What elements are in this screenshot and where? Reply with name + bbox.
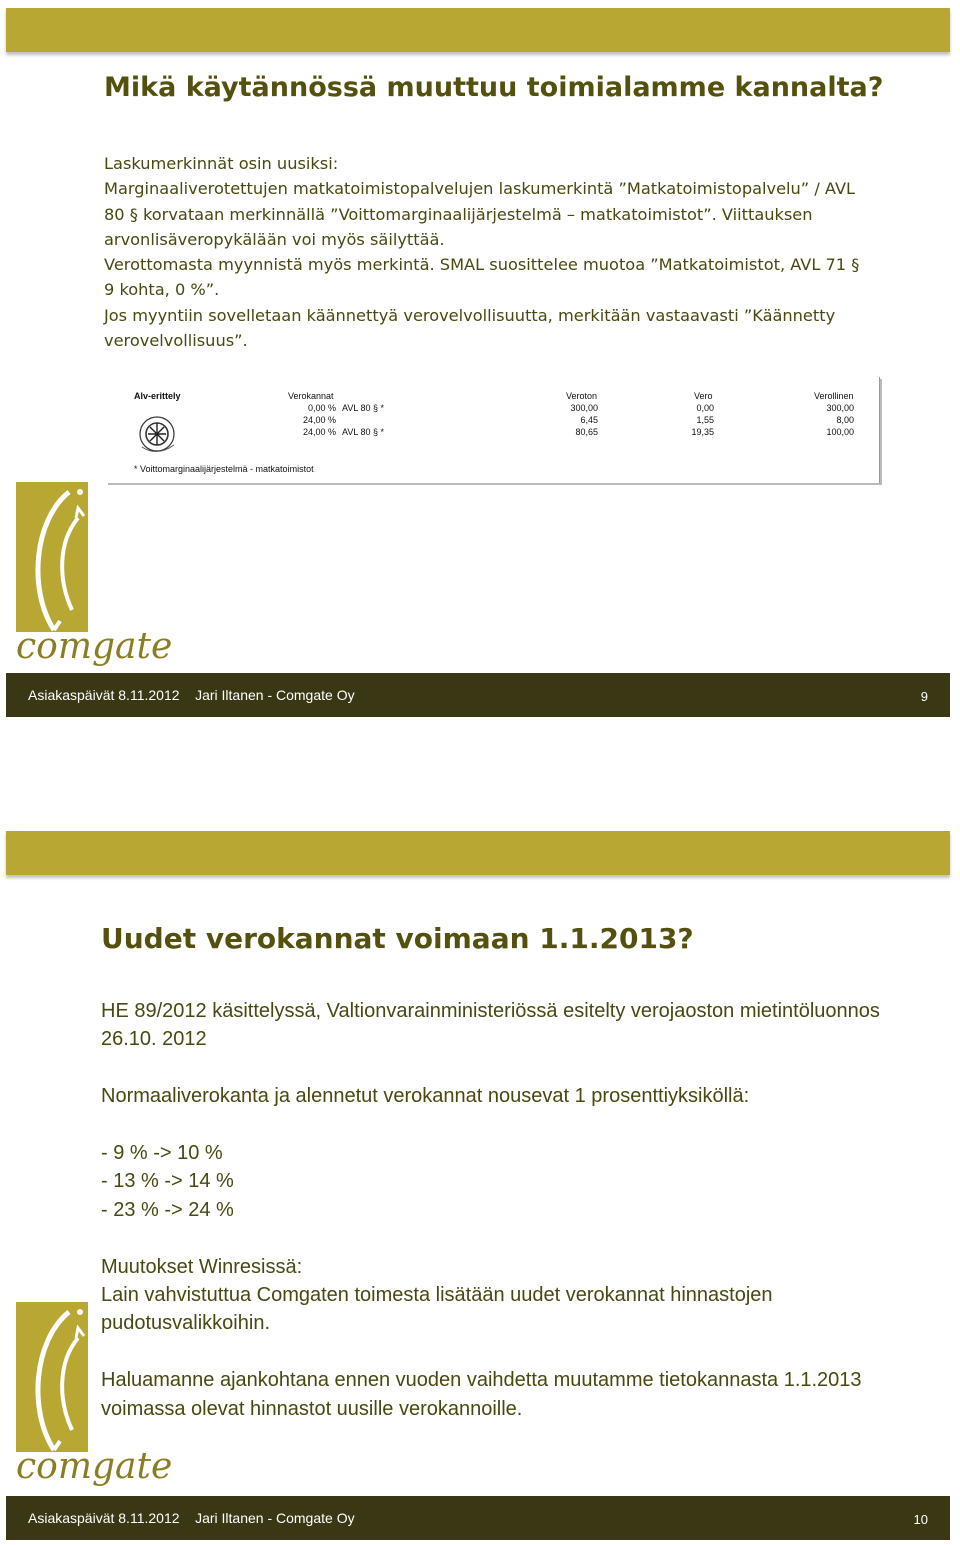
list-item: - 23 % -> 24 %: [101, 1198, 234, 1221]
paragraph: Haluamanne ajankohtana ennen vuoden vaihdetta muutamme tietokannasta 1.1.2013 voimassa olevat hinnastot uusille verokannoille.: [101, 1369, 862, 1420]
footer-bar: [6, 1496, 950, 1540]
vat-gross: 100,00: [826, 427, 854, 437]
paragraph: Verottomasta myynnistä myös merkintä. SMAL suosittelee muotoa ”Matkatoimistot, AVL 71 § 9 kohta, 0 %”.: [104, 255, 860, 300]
vat-code: AVL 80 § *: [342, 403, 385, 413]
vat-header-tax: Vero: [694, 391, 713, 401]
vat-tax: 1,55: [696, 415, 714, 425]
paragraph: Laskumerkinnät osin uusiksi:: [104, 154, 339, 173]
vat-header-net: Veroton: [566, 391, 598, 401]
comgate-logo-icon: [14, 480, 173, 667]
vat-tax: 19,35: [691, 427, 714, 437]
logo-text: comgate: [16, 1446, 173, 1487]
vat-tax: 0,00: [696, 403, 714, 413]
vat-rate: 24,00 %: [302, 427, 336, 437]
paragraph: HE 89/2012 käsittelyssä, Valtionvarainministeriössä esitelty verojaoston mietintöluonnos 26.10. 2012: [101, 1000, 880, 1051]
vat-header-gross: Verollinen: [814, 391, 854, 401]
slide-title: Uudet verokannat voimaan 1.1.2013?: [101, 922, 694, 955]
vat-footnote: * Voittomarginaalijärjestelmä - matkatoimistot: [134, 464, 314, 474]
vat-rate: 0,00 %: [307, 403, 336, 413]
paragraph: Jos myyntiin sovelletaan käännettyä verovelvollisuutta, merkitään vastaavasti ”Käännetty verovelvollisuus”.: [104, 305, 836, 351]
paragraph: Lain vahvistuttua Comgaten toimesta lisätään uudet verokannat hinnastojen pudotusvalikkoihin.: [101, 1284, 773, 1335]
vat-net: 80,65: [575, 427, 598, 437]
list-item: - 13 % -> 14 %: [101, 1170, 234, 1193]
slide-title: Mikä käytännössä muuttuu toimialamme kannalta?: [104, 72, 884, 103]
footer-text: Asiakaspäivät 8.11.2012 Jari Iltanen - Comgate Oy: [28, 687, 355, 703]
list-item: - 9 % -> 10 %: [101, 1142, 223, 1164]
vat-gross: 300,00: [826, 403, 854, 413]
footer-bar: [6, 673, 950, 717]
vat-rate: 24,00 %: [302, 415, 336, 425]
vat-code: AVL 80 § *: [342, 427, 385, 437]
vat-net: 6,45: [580, 415, 598, 425]
paragraph: Muutokset Winresissä:: [101, 1255, 303, 1278]
page-number: 9: [920, 689, 928, 704]
paragraph: Normaaliverokanta ja alennetut verokannat nousevat 1 prosenttiyksiköllä:: [101, 1085, 750, 1108]
vat-net: 300,00: [570, 403, 598, 413]
slide-9: [0, 0, 960, 760]
vat-breakdown-image: [106, 377, 880, 483]
logo-text: comgate: [16, 626, 173, 667]
vat-header-rates: Verokannat: [288, 391, 334, 401]
slide-body: [104, 151, 874, 353]
company-stamp-icon: [136, 413, 178, 455]
comgate-logo-icon: [14, 1300, 173, 1487]
vat-section-label: Alv-erittely: [134, 391, 181, 401]
slide-body: [101, 997, 901, 1423]
paragraph: Marginaaliverotettujen matkatoimistopalvelujen laskumerkintä ”Matkatoimistopalvelu” / AVL 80 § korvataan merkinnällä ”Voittomarginaalijärjestelmä – matkatoimistot”. Viittauksen arvonlisäveropykälään voi myös säilyttää.: [104, 179, 856, 249]
vat-gross: 8,00: [836, 415, 854, 425]
page-number: 10: [913, 1512, 928, 1527]
header-bar: [6, 8, 950, 52]
header-bar: [6, 831, 950, 875]
slide-10: [0, 820, 960, 1540]
footer-text: Asiakaspäivät 8.11.2012 Jari Iltanen - Comgate Oy: [28, 1510, 355, 1526]
